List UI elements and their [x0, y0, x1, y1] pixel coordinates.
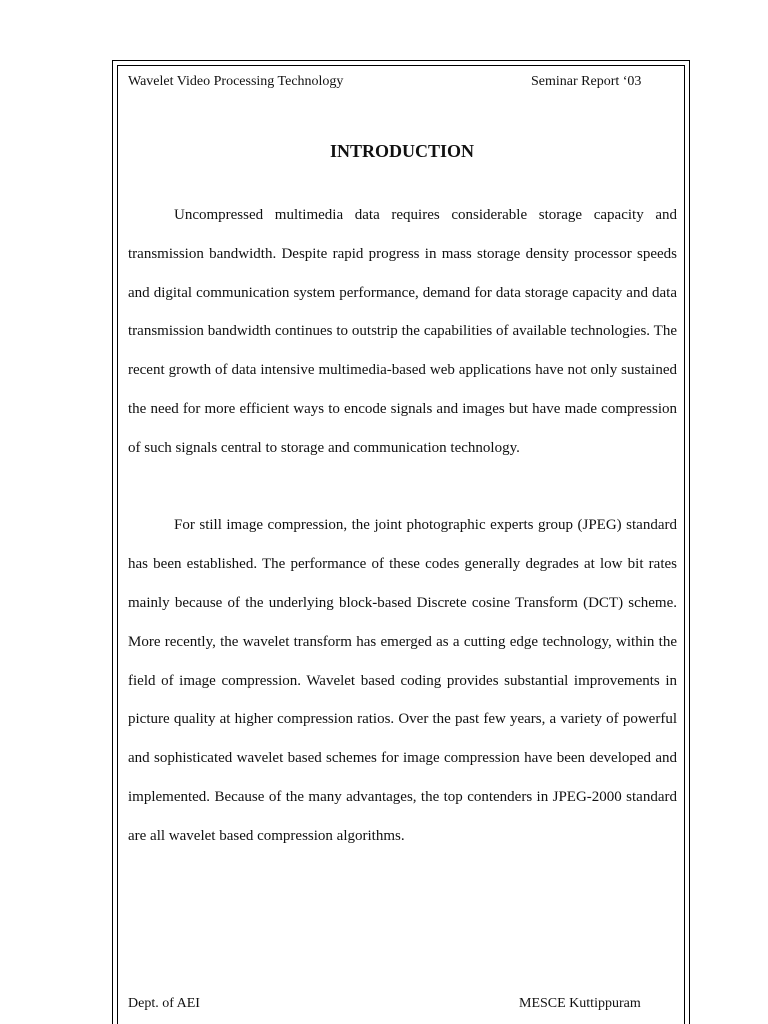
footer-department: Dept. of AEI	[128, 996, 200, 1011]
paragraph-1: Uncompressed multimedia data requires considerable storage capacity and transmission bandwidth. Despite rapid progress in mass storage density processor speeds and digital communication system performance, demand for data storage capacity and data transmission bandwidth continues to outstrip the capabilities of available technologies. The recent growth of data intensive multimedia-based web applications have not only sustained the need for more efficient ways to encode signals and images but have made compression of such signals central to storage and communication technology.	[128, 207, 677, 456]
footer-institution: MESCE Kuttippuram	[519, 996, 641, 1011]
header-report-title: Wavelet Video Processing Technology	[128, 74, 344, 89]
header-report-label: Seminar Report ‘03	[531, 74, 642, 89]
section-body	[128, 196, 677, 856]
paragraph-2: For still image compression, the joint photographic experts group (JPEG) standard has been established. The performance of these codes generally degrades at low bit rates mainly because of the underlying block-based Discrete cosine Transform (DCT) scheme. More recently, the wavelet transform has emerged as a cutting edge technology, within the field of image compression. Wavelet based coding provides substantial improvements in picture quality at higher compression ratios. Over the past few years, a variety of powerful and sophisticated wavelet based schemes for image compression have been developed and implemented. Because of the many advantages, the top contenders in JPEG-2000 standard are all wavelet based compression algorithms.	[128, 517, 677, 844]
section-title: INTRODUCTION	[329, 141, 475, 161]
